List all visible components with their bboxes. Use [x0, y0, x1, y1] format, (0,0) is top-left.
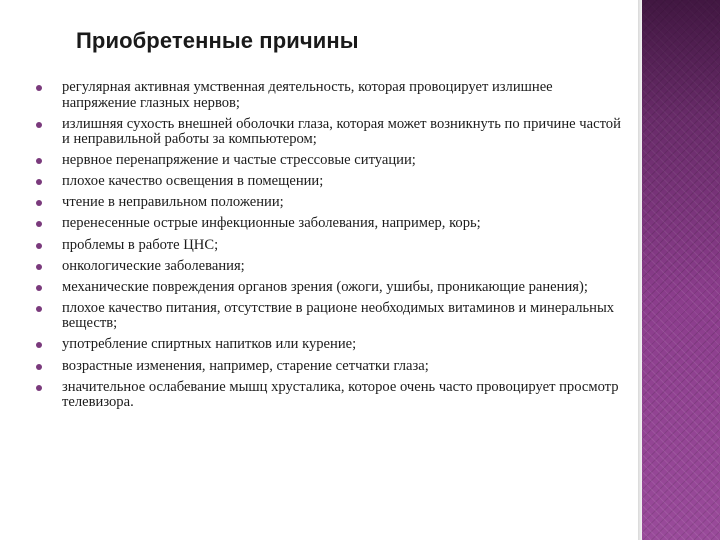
list-item-text: онкологические заболевания; [62, 257, 245, 274]
decorative-side-band [642, 0, 720, 540]
list-item-text: проблемы в работе ЦНС; [62, 236, 219, 253]
list-item-text: значительное ослабевание мышц хрусталика, которое очень часто провоцирует просмотр телевизора. [62, 378, 619, 411]
bullet-icon [36, 221, 42, 227]
bullet-icon [36, 342, 42, 348]
bullet-icon [36, 200, 42, 206]
bullet-icon [36, 122, 42, 128]
list-item [36, 80, 626, 111]
list-item-text: перенесенные острые инфекционные заболевания, например, корь; [62, 215, 481, 232]
list-item-text: нервное перенапряжение и частые стрессовые ситуации; [62, 152, 416, 169]
bullet-icon [36, 364, 42, 370]
list-item [36, 216, 626, 232]
list-item [36, 174, 626, 190]
bullet-icon [36, 85, 42, 91]
list-item [36, 337, 626, 353]
list-item-text: излишняя сухость внешней оболочки глаза, которая может возникнуть по причине частой и неправильной работы за компьютером; [62, 115, 621, 148]
list-item [36, 117, 626, 148]
list-item [36, 380, 626, 411]
slide-title: Приобретенные причины [76, 28, 359, 53]
list-item [36, 195, 626, 211]
list-item-text: плохое качество освещения в помещении; [62, 173, 324, 190]
list-item-text: возрастные изменения, например, старение сетчатки глаза; [62, 357, 429, 374]
bullet-icon [36, 285, 42, 291]
list-item-text: плохое качество питания, отсутствие в рационе необходимых витаминов и минеральных веществ; [62, 299, 615, 332]
list-item [36, 359, 626, 375]
list-item-text: употребление спиртных напитков или курение; [62, 336, 357, 353]
list-item-text: чтение в неправильном положении; [62, 194, 284, 211]
bullet-icon [36, 264, 42, 270]
list-item [36, 280, 626, 296]
bullet-icon [36, 158, 42, 164]
list-item-text: регулярная активная умственная деятельность, которая провоцирует излишнее напряжение глазных нервов; [62, 79, 553, 111]
list-item [36, 238, 626, 254]
list-item-text: механические повреждения органов зрения (ожоги, ушибы, проникающие ранения); [62, 278, 588, 295]
list-item [36, 301, 626, 332]
list-item [36, 259, 626, 275]
bullet-icon [36, 243, 42, 249]
bullet-list [36, 80, 626, 416]
bullet-icon [36, 306, 42, 312]
list-item [36, 153, 626, 169]
bullet-icon [36, 179, 42, 185]
bullet-icon [36, 385, 42, 391]
